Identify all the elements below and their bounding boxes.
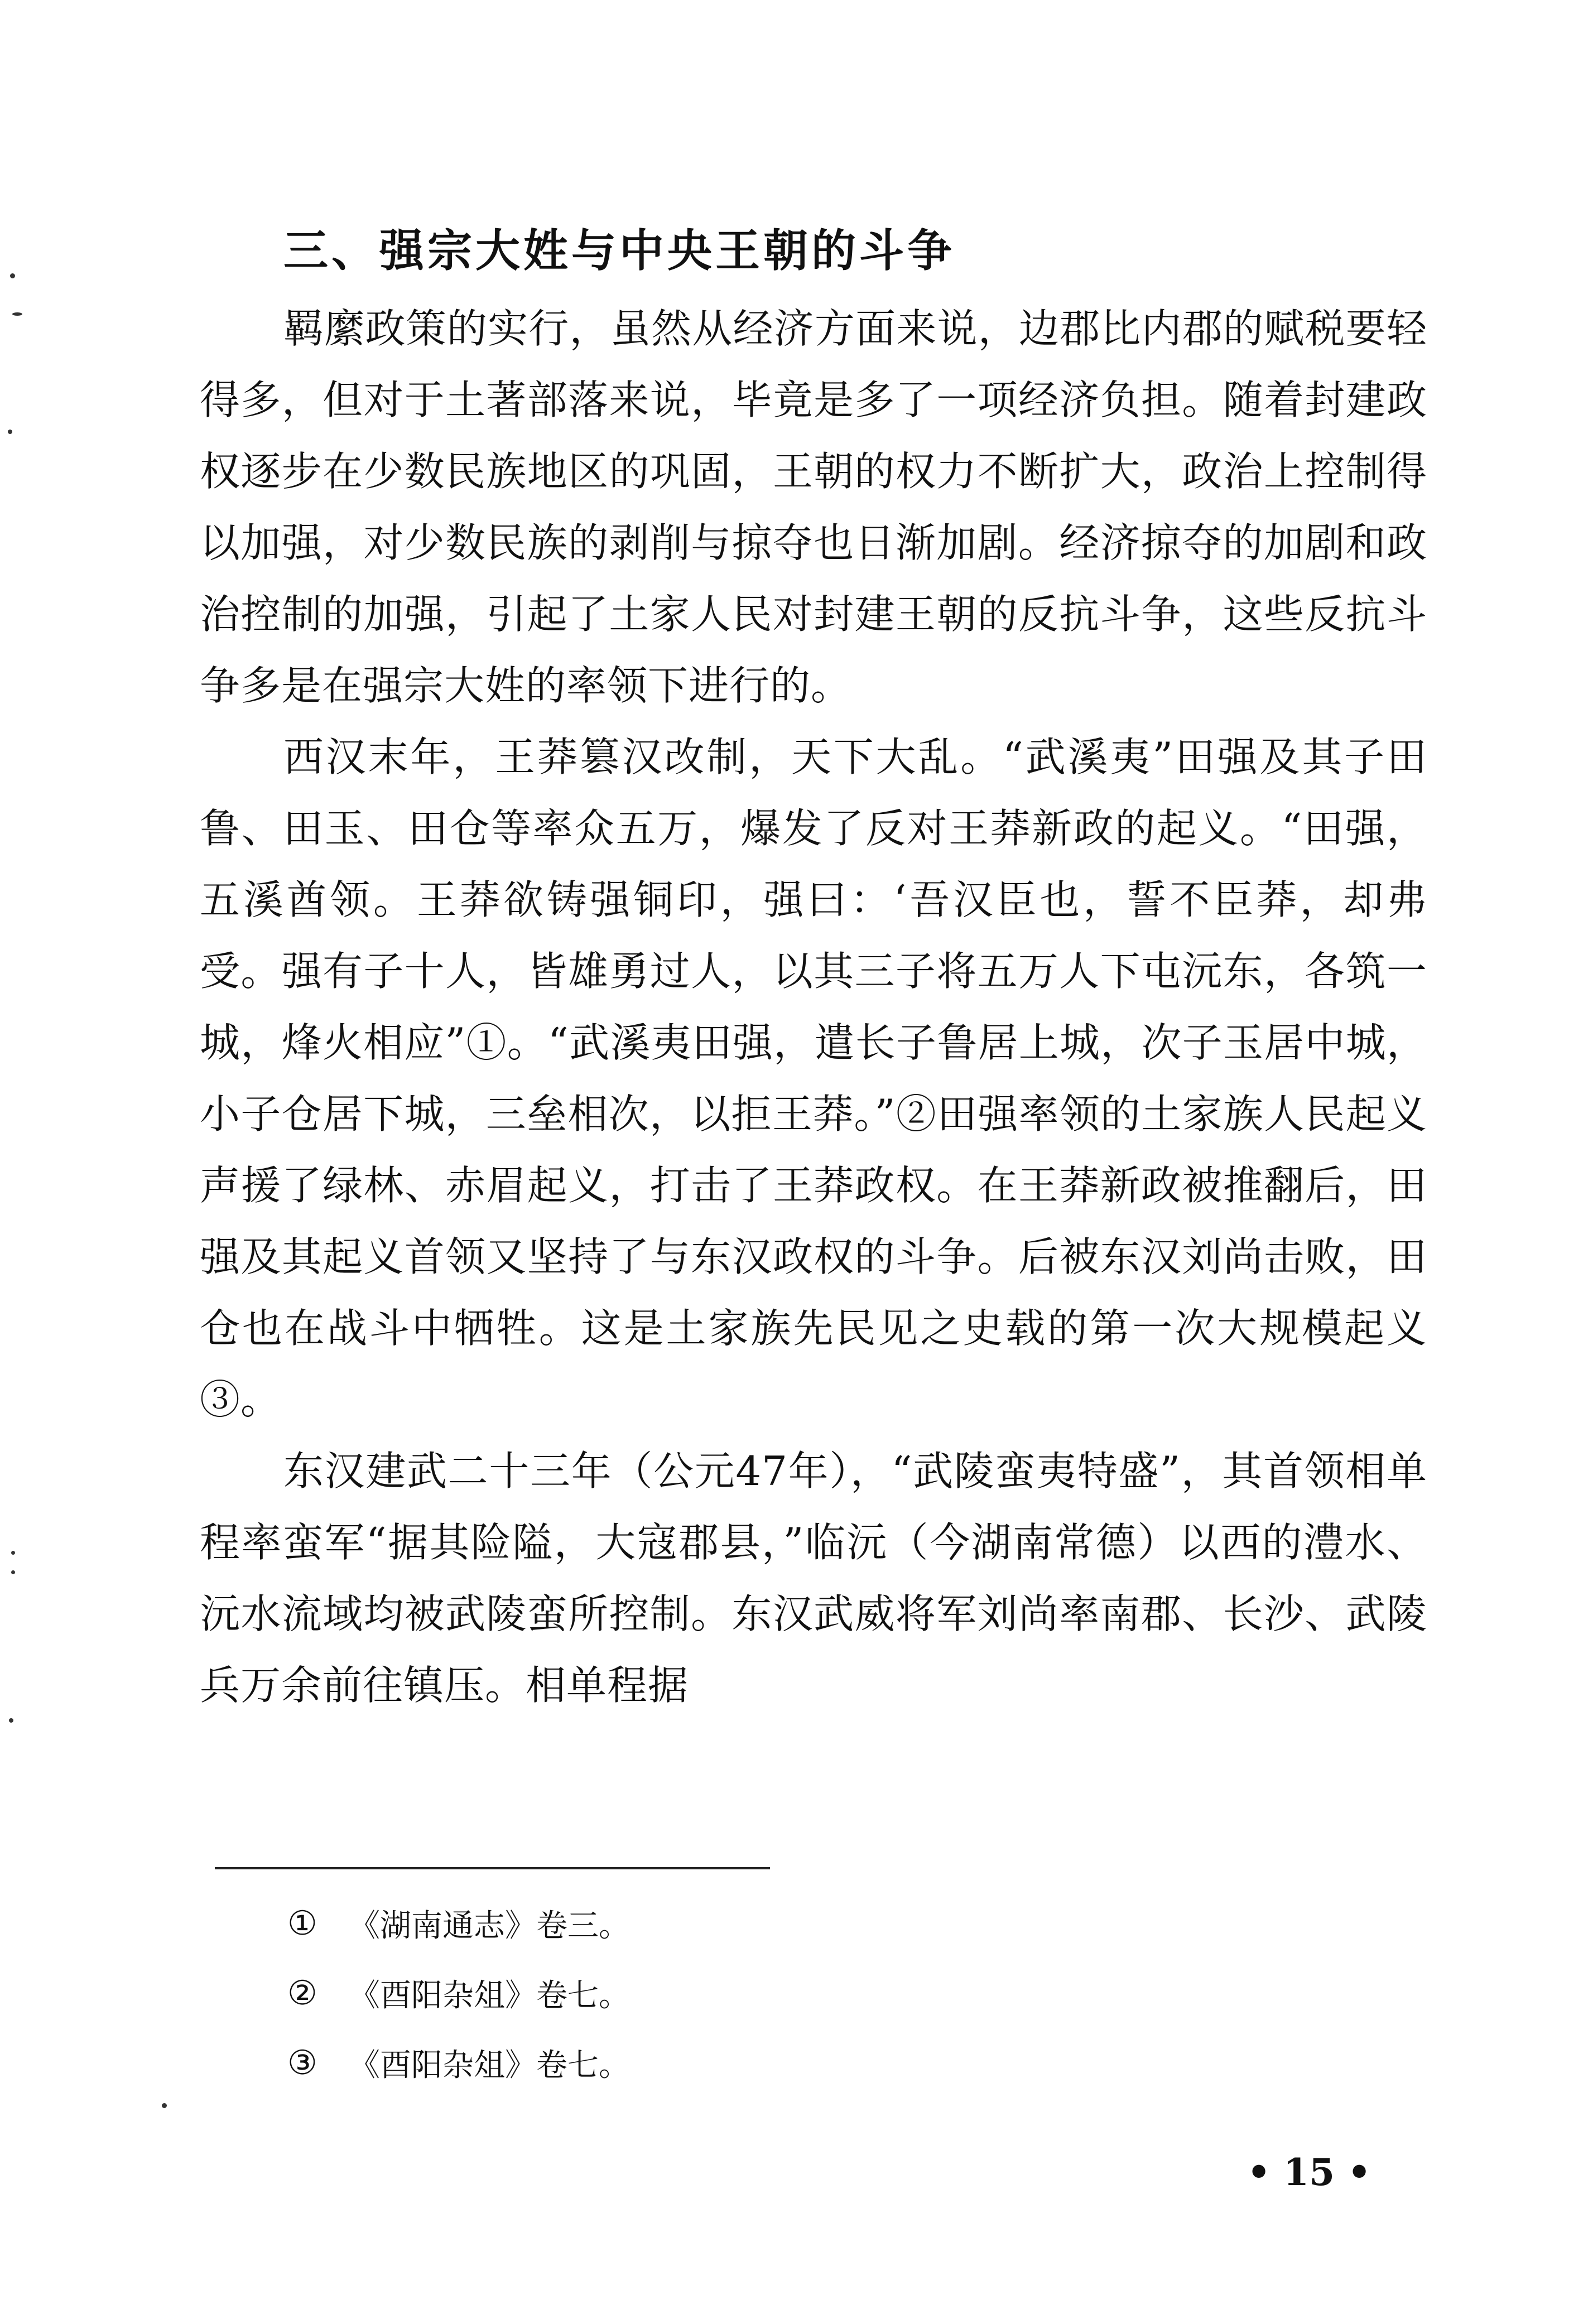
- scan-speck: [11, 1570, 15, 1574]
- scan-speck: [8, 430, 12, 434]
- footnote-1: [287, 1888, 1124, 1958]
- scan-speck: [162, 2103, 167, 2108]
- main-text: [200, 223, 1427, 1721]
- paragraph-2: 西汉末年，王莽篡汉改制，天下大乱。“武溪夷”田强及其子田鲁、田玉、田仓等率众五万，爆发了反对王莽新政的起义。“田强，五溪酋领。王莽欲铸强铜印，强曰：‘吾汉臣也，誓不臣莽，却弗受。强有子十人，皆雄勇过人，以其三子将五万人下屯沅东，各筑一城，烽火相应”①。“武溪夷田强，遣长子鲁居上城，次子玉居中城，小子仓居下城，三垒相次，以拒王莽。”②田强率领的土家族人民起义声援了绿林、赤眉起义，打击了王莽政权。在王莽新政被推翻后，田强及其起义首领又坚持了与东汉政权的斗争。后被东汉刘尚击败，田仓也在战斗中牺牲。这是土家族先民见之史载的第一次大规模起义③。: [200, 734, 1427, 1423]
- footnote-marker: ①: [287, 1903, 317, 1943]
- footnote-text: 《酉阳杂俎》卷七。: [349, 2047, 630, 2084]
- scan-speck: [12, 312, 22, 316]
- footnotes: [287, 1888, 1124, 2098]
- footnote-marker: ③: [287, 2043, 317, 2082]
- footnote-text: 《酉阳杂俎》卷七。: [349, 1977, 630, 2014]
- scan-speck: [9, 1718, 13, 1723]
- paragraph-3: 东汉建武二十三年（公元47年），“武陵蛮夷特盛”，其首领相单程率蛮军“据其险隘，大寇郡县，”临沅（今湖南常德）以西的澧水、沅水流域均被武陵蛮所控制。东汉武威将军刘尚率南郡、长沙、武陵兵万余前往镇压。相单程据: [200, 1448, 1427, 1709]
- scan-speck: [11, 1551, 15, 1555]
- page-number: • 15 •: [1247, 2151, 1371, 2194]
- footnote-3: [287, 2028, 1124, 2098]
- section-heading: 三、强宗大姓与中央王朝的斗争: [283, 225, 955, 277]
- footnote-divider: [215, 1867, 770, 1869]
- footnote-marker: ②: [287, 1973, 317, 2013]
- scan-speck: [10, 273, 15, 278]
- footnote-2: [287, 1958, 1124, 2028]
- footnote-text: 《湖南通志》卷三。: [349, 1907, 630, 1944]
- paragraph-1: 羁縻政策的实行，虽然从经济方面来说，边郡比内郡的赋税要轻得多，但对于土著部落来说，毕竟是多了一项经济负担。随着封建政权逐步在少数民族地区的巩固，王朝的权力不断扩大，政治上控制得以加强，对少数民族的剥削与掠夺也日渐加剧。经济掠夺的加剧和政治控制的加强，引起了土家人民对封建王朝的反抗斗争，这些反抗斗争多是在强宗大姓的率领下进行的。: [200, 305, 1427, 709]
